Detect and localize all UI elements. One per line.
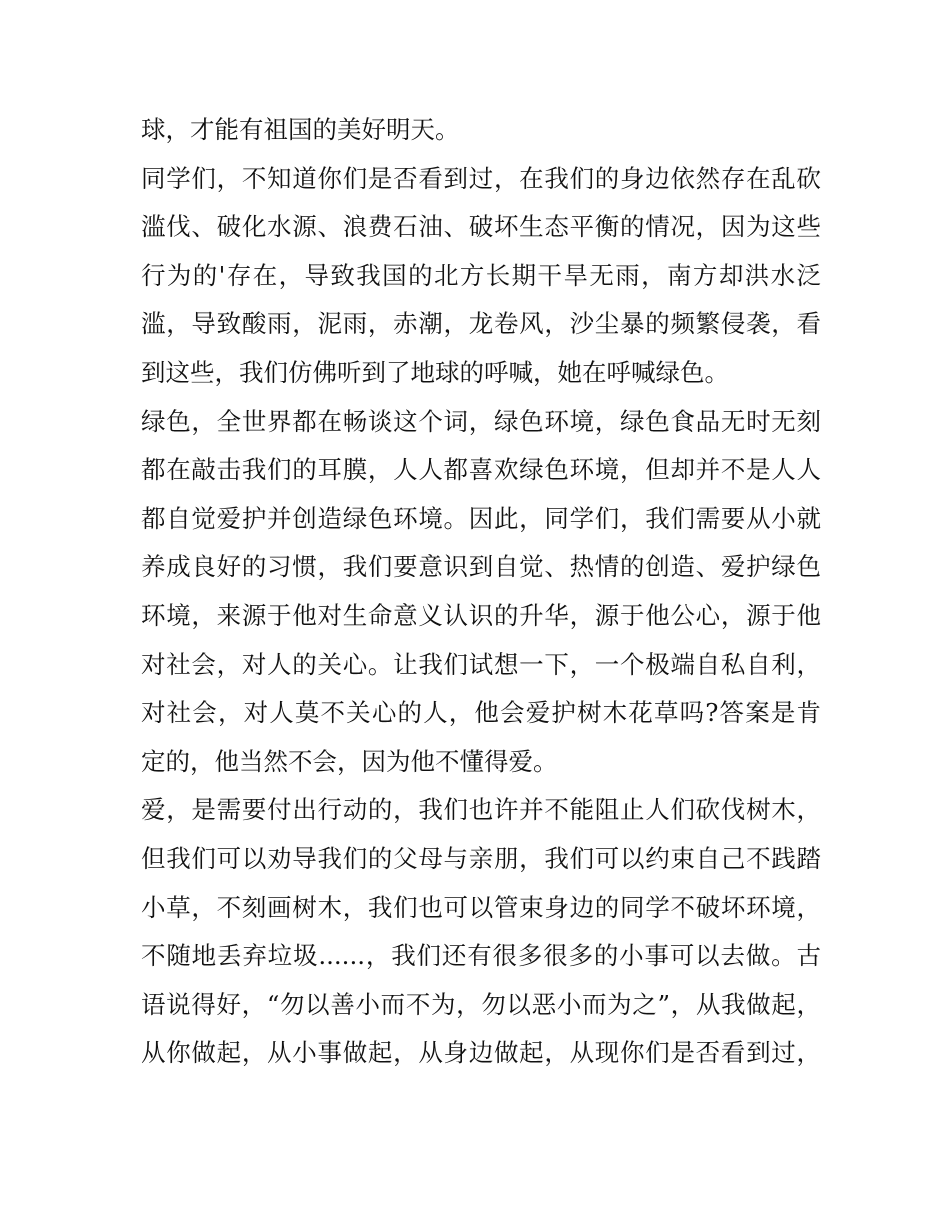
text-line: 爱，是需要付出行动的，我们也许并不能阻止人们砍伐树木， (141, 795, 821, 825)
text-line: 球，才能有祖国的美好明天。 (141, 115, 460, 144)
text-line: 环境，来源于他对生命意义认识的升华，源于他公心，源于他 (141, 600, 821, 630)
text-line: 滥伐、破化水源、浪费石油、破坏生态平衡的情况，因为这些 (141, 212, 821, 242)
text-line: 绿色，全世界都在畅谈这个词，绿色环境，绿色食品无时无刻 (141, 406, 821, 436)
text-line: 但我们可以劝导我们的父母与亲朋，我们可以约束自己不践踏 (141, 843, 821, 873)
text-line: 都自觉爱护并创造绿色环境。因此，同学们，我们需要从小就 (141, 503, 821, 533)
text-line: 小草，不刻画树木，我们也可以管束身边的同学不破坏环境， (141, 892, 821, 922)
text-line: 从你做起，从小事做起，从身边做起，从现你们是否看到过， (141, 1038, 821, 1068)
text-line: 养成良好的习惯，我们要意识到自觉、热情的创造、爱护绿色 (141, 552, 821, 582)
text-line: 语说得好，“勿以善小而不为，勿以恶小而为之”，从我做起， (141, 989, 821, 1019)
text-line: 都在敲击我们的耳膜，人人都喜欢绿色环境，但却并不是人人 (141, 455, 821, 485)
text-line: 滥，导致酸雨，泥雨，赤潮，龙卷风，沙尘暴的频繁侵袭，看 (141, 309, 821, 339)
text-line: 到这些，我们仿佛听到了地球的呼喊，她在呼喊绿色。 (141, 357, 729, 387)
document-body (141, 106, 821, 1078)
text-line: 行为的'存在，导致我国的北方长期干旱无雨，南方却洪水泛 (141, 260, 821, 290)
text-line: 同学们，不知道你们是否看到过，在我们的身边依然存在乱砍 (141, 163, 821, 193)
text-line: 对社会，对人的关心。让我们试想一下，一个极端自私自利， (141, 649, 821, 679)
text-line: 定的，他当然不会，因为他不懂得爱。 (141, 746, 558, 776)
text-line: 对社会，对人莫不关心的人，他会爱护树木花草吗?答案是肯 (141, 698, 821, 728)
text-line: 不随地丢弃垃圾......，我们还有很多很多的小事可以去做。古 (141, 941, 821, 971)
